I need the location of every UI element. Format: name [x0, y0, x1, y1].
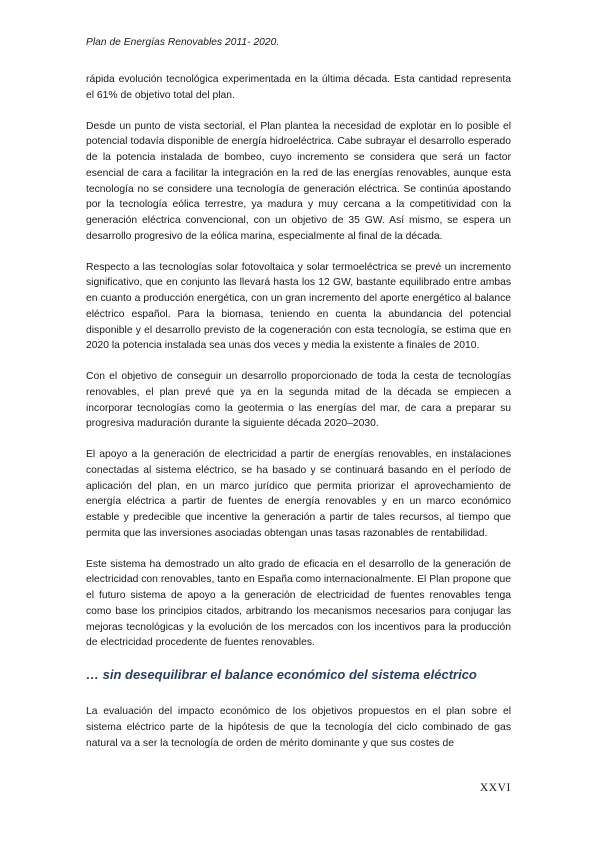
body-paragraph: Desde un punto de vista sectorial, el Plan plantea la necesidad de explotar en lo posible el potencial todavía disponible de energía hidroeléctrica. Cabe subrayar el desarrollo esperado de la potencia instalada de bombeo, cuyo incremento se considera que será un factor esencial de cara a facilitar la integración en la red de las energías renovables, aunque esta tecnología no se considere una tecnología de generación eléctrica. Se continúa apostando por la tecnología eólica terrestre, ya madura y muy cercana a la competitividad con la generación eléctrica convencional, con un objetivo de 35 GW. Así mismo, se espera un desarrollo progresivo de la eólica marina, especialmente al final de la década.: [86, 120, 511, 242]
body-paragraph: El apoyo a la generación de electricidad a partir de energías renovables, en instalaciones conectadas al sistema eléctrico, se ha basado y se continuará basando en el período de aplicación del plan, en un marco jurídico que permita priorizar el aprovechamiento de energía eléctrica a partir de fuentes de energía renovables y en un marco económico estable y predecible que incentive la generación a partir de tales recursos, al tiempo que permita que las inversiones asociadas obtengan unas tasas razonables de rentabilidad.: [86, 449, 511, 539]
section-paragraph: La evaluación del impacto económico de los objetivos propuestos en el plan sobre el sistema eléctrico parte de la hipótesis de que la tecnología del ciclo combinado de gas natural va a ser la tecnología de orden de mérito dominante y que sus costes de: [86, 706, 511, 749]
body-paragraph: rápida evolución tecnológica experimentada en la última década. Esta cantidad representa el 61% de objetivo total del plan.: [86, 74, 511, 101]
page-number: XXVI: [479, 782, 511, 794]
body-paragraph: Con el objetivo de conseguir un desarrollo proporcionado de toda la cesta de tecnologías renovables, el plan prevé que ya en la segunda mitad de la década se empiecen a incorporar tecnologías como la geotermia o las energías del mar, de cara a preparar su progresiva maduración durante la siguiente década 2020–2030.: [86, 371, 511, 430]
body-paragraph: Respecto a las tecnologías solar fotovoltaica y solar termoeléctrica se prevé un incremento significativo, que en conjunto las llevará hasta los 12 GW, bastante equilibrado entre ambas en cuanto a producción energética, con un gran incremento del aporte energético al balance eléctrico español. Para la biomasa, teniendo en cuenta la abundancia del potencial disponible y el desarrollo previsto de la cogeneración con esta tecnología, se estima que en 2020 la potencia instalada sea unas dos veces y media la existente a finales de 2010.: [86, 261, 511, 352]
document-body: [86, 72, 511, 751]
section-heading: … sin desequilibrar el balance económico del sistema eléctrico: [86, 667, 477, 682]
running-header: Plan de Energías Renovables 2011- 2020.: [86, 37, 280, 48]
body-paragraph: Este sistema ha demostrado un alto grado de eficacia en el desarrollo de la generación de electricidad con renovables, tanto en España como internacionalmente. El Plan propone que el futuro sistema de apoyo a la generación de electricidad de fuentes renovables tenga como base los principios citados, arbitrando los mecanismos necesarios para conjugar las mejoras tecnológicas y la evolución de los mercados con los incentivos para la producción de electricidad procedente de fuentes renovables.: [86, 558, 511, 649]
